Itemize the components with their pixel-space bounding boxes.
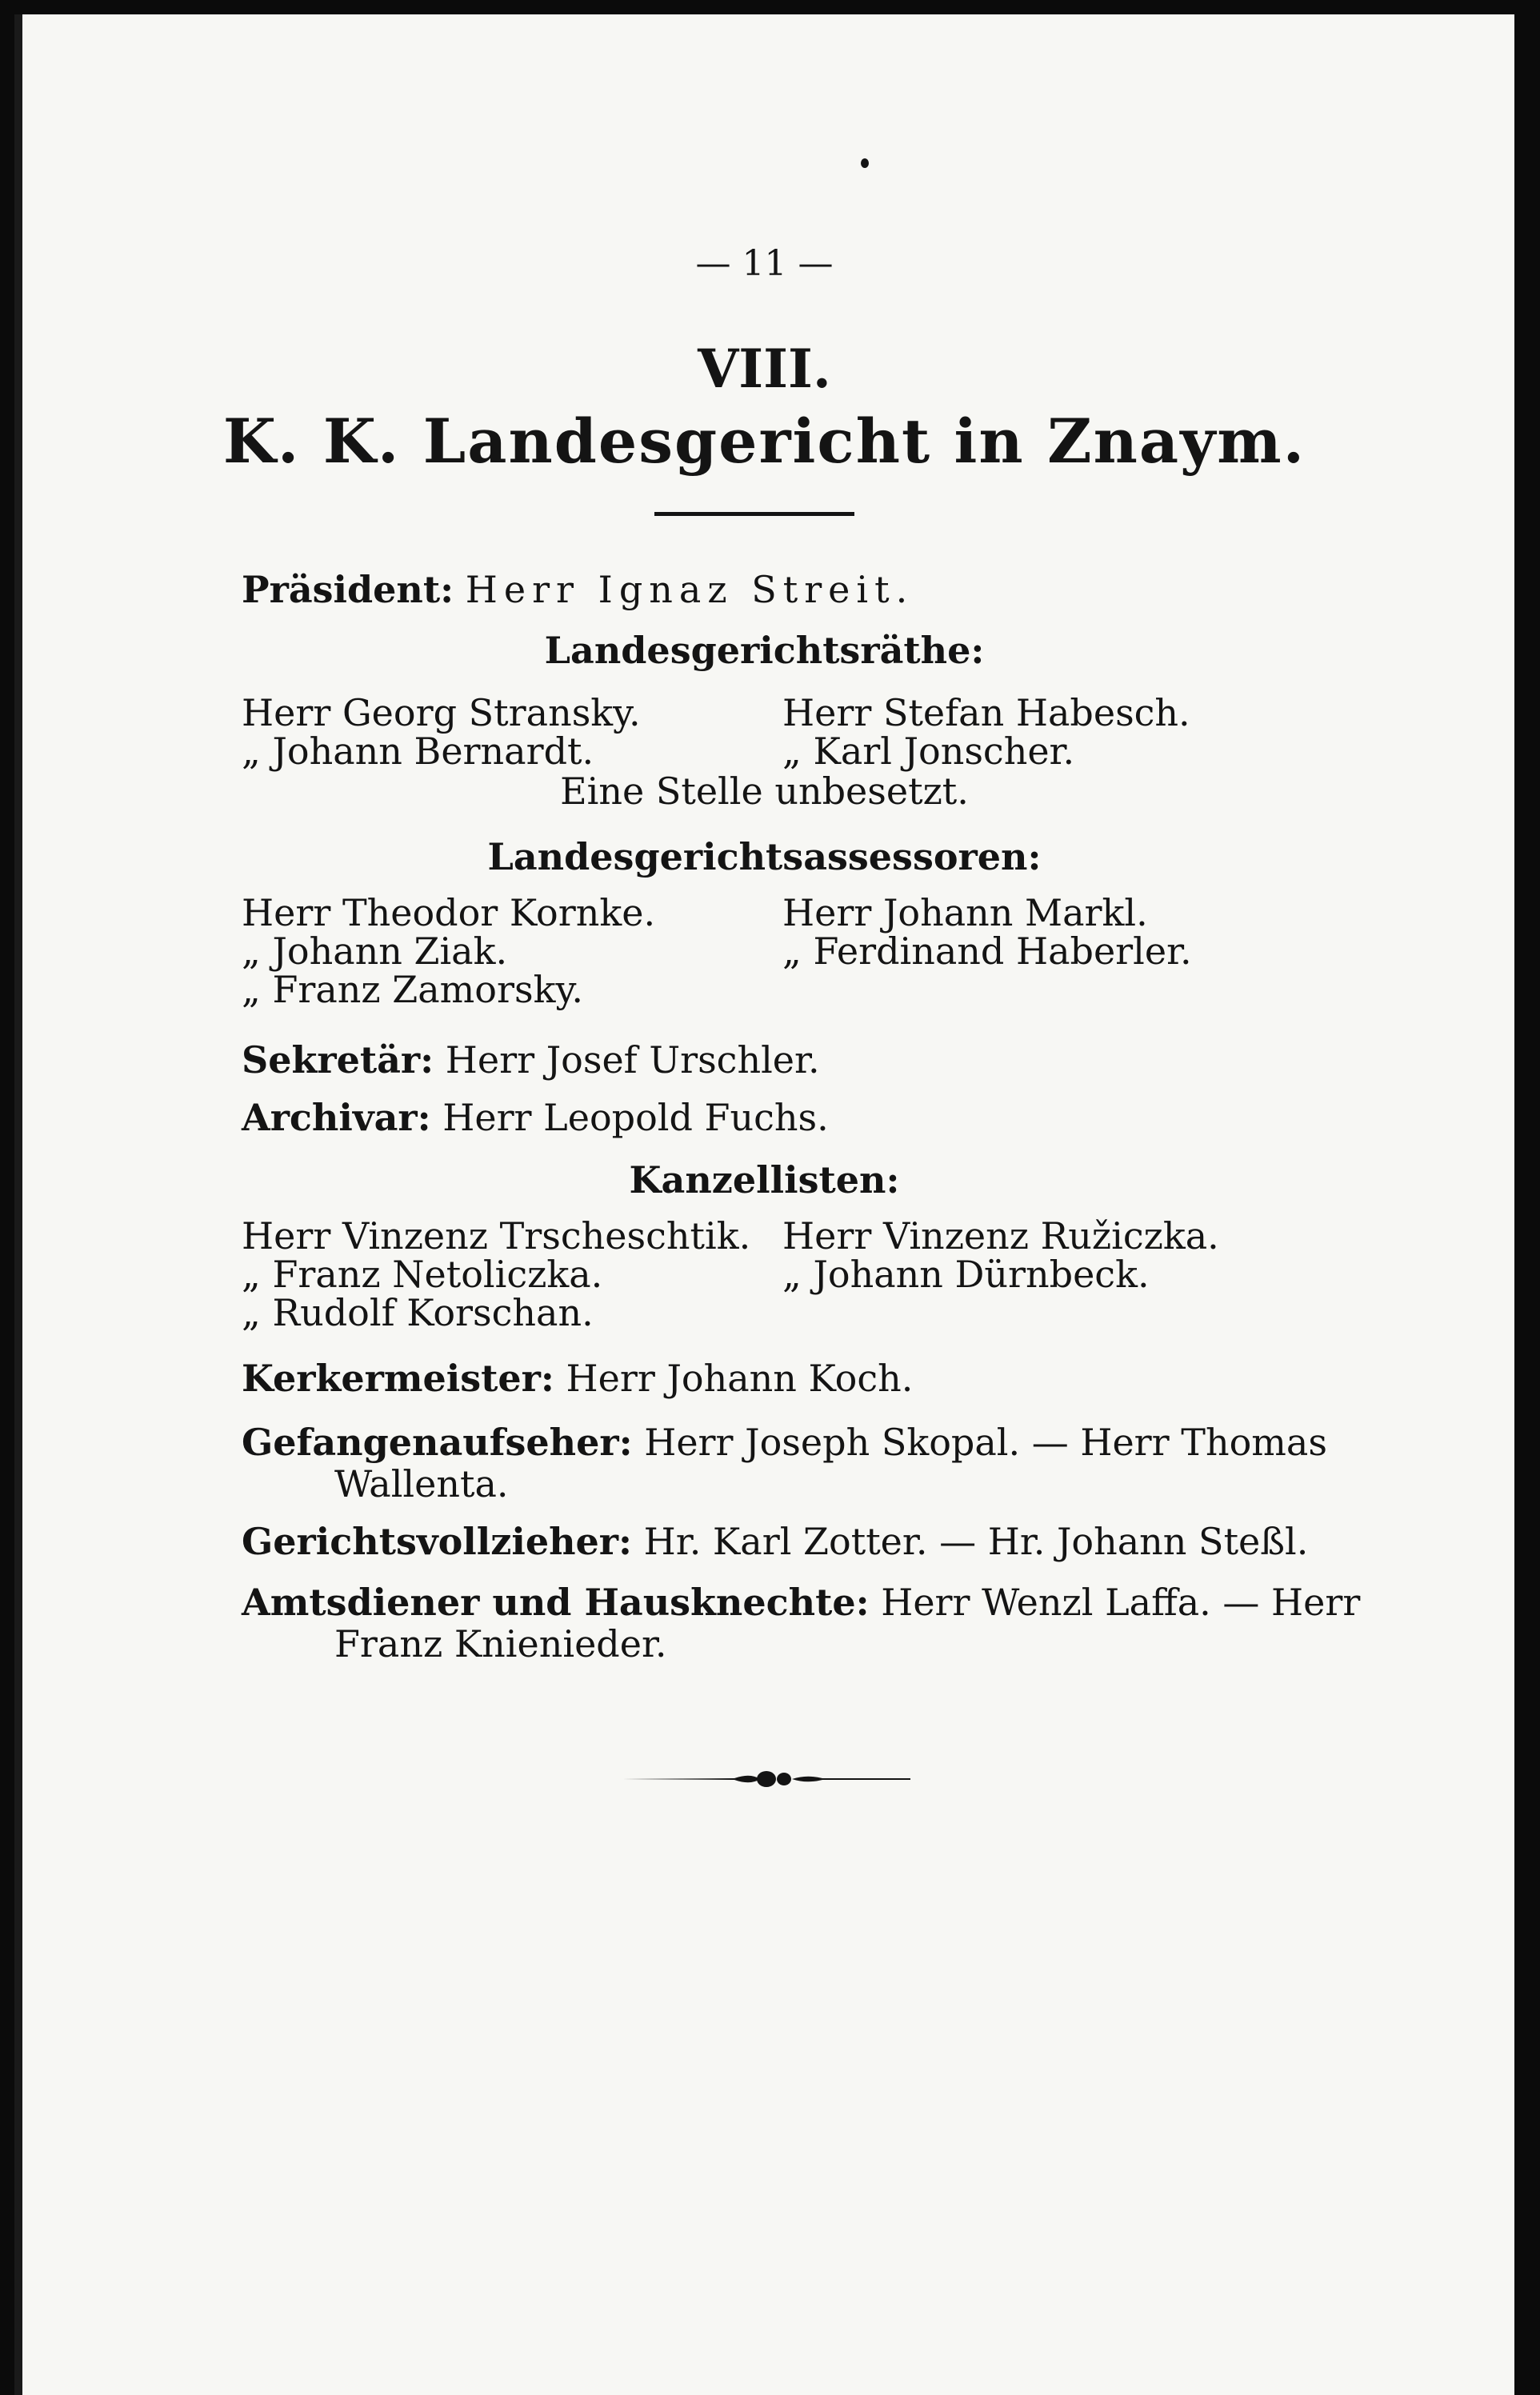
assessor-left-2: „ Johann Ziak. (242, 930, 508, 973)
servants-label: Amtsdiener und Hausknechte: (242, 1581, 870, 1624)
guards-label: Gefangenaufseher: (242, 1421, 633, 1464)
archivist-label: Archivar: (242, 1096, 431, 1139)
assessors-heading: Landesgerichtsassessoren: (487, 835, 1042, 878)
secretary-name: Herr Josef Urschler. (445, 1038, 820, 1082)
jailer-name: Herr Johann Koch. (566, 1357, 914, 1400)
servants-line (242, 1581, 1361, 1624)
servants-names: Herr Wenzl Laffa. — Herr (881, 1581, 1361, 1624)
councillors-heading: Landesgerichtsräthe: (544, 629, 985, 672)
councillor-left-2: „ Johann Bernardt. (242, 730, 594, 773)
bailiffs-label: Gerichtsvollzieher: (242, 1520, 633, 1563)
guards-continuation: Wallenta. (334, 1462, 509, 1505)
jailer-label: Kerkermeister: (242, 1357, 554, 1400)
title-rule (654, 512, 854, 516)
archivist-line (242, 1096, 829, 1139)
archivist-name: Herr Leopold Fuchs. (442, 1096, 829, 1139)
page-number: — 11 — (695, 243, 834, 284)
jailer-line (242, 1357, 914, 1400)
councillor-right-1: Herr Stefan Habesch. (782, 691, 1190, 734)
clerks-heading: Kanzellisten: (629, 1158, 900, 1201)
assessor-right-1: Herr Johann Markl. (782, 891, 1148, 934)
clerk-right-1: Herr Vinzenz Ružiczka. (782, 1214, 1219, 1257)
councillor-right-2: „ Karl Jonscher. (782, 730, 1075, 773)
president-label: Präsident: (242, 568, 454, 611)
speck-mark (861, 158, 869, 168)
vacancy-note: Eine Stelle unbesetzt. (560, 770, 969, 813)
guards-names: Herr Joseph Skopal. — Herr Thomas (644, 1421, 1327, 1464)
clerk-right-2: „ Johann Dürnbeck. (782, 1253, 1150, 1296)
president-name: Herr Ignaz Streit. (465, 568, 914, 611)
assessor-right-2: „ Ferdinand Haberler. (782, 930, 1192, 973)
page-title: K. K. Landesgericht in Znaym. (222, 406, 1306, 477)
section-numeral: VIII. (698, 338, 831, 400)
clerk-left-2: „ Franz Netoliczka. (242, 1253, 603, 1296)
president-line (242, 568, 914, 611)
secretary-line (242, 1038, 820, 1082)
clerk-left-3: „ Rudolf Korschan. (242, 1291, 594, 1334)
clerk-left-1: Herr Vinzenz Trscheschtik. (242, 1214, 751, 1257)
servants-continuation: Franz Knienieder. (334, 1622, 667, 1665)
assessor-left-1: Herr Theodor Kornke. (242, 891, 656, 934)
councillor-left-1: Herr Georg Stransky. (242, 691, 641, 734)
bailiffs-names: Hr. Karl Zotter. — Hr. Johann Steßl. (643, 1520, 1309, 1563)
assessor-left-3: „ Franz Zamorsky. (242, 968, 583, 1011)
closing-ornament (622, 1763, 910, 1795)
bailiffs-line (242, 1520, 1309, 1563)
guards-line (242, 1421, 1327, 1464)
book-page (14, 14, 1514, 2395)
secretary-label: Sekretär: (242, 1038, 434, 1082)
